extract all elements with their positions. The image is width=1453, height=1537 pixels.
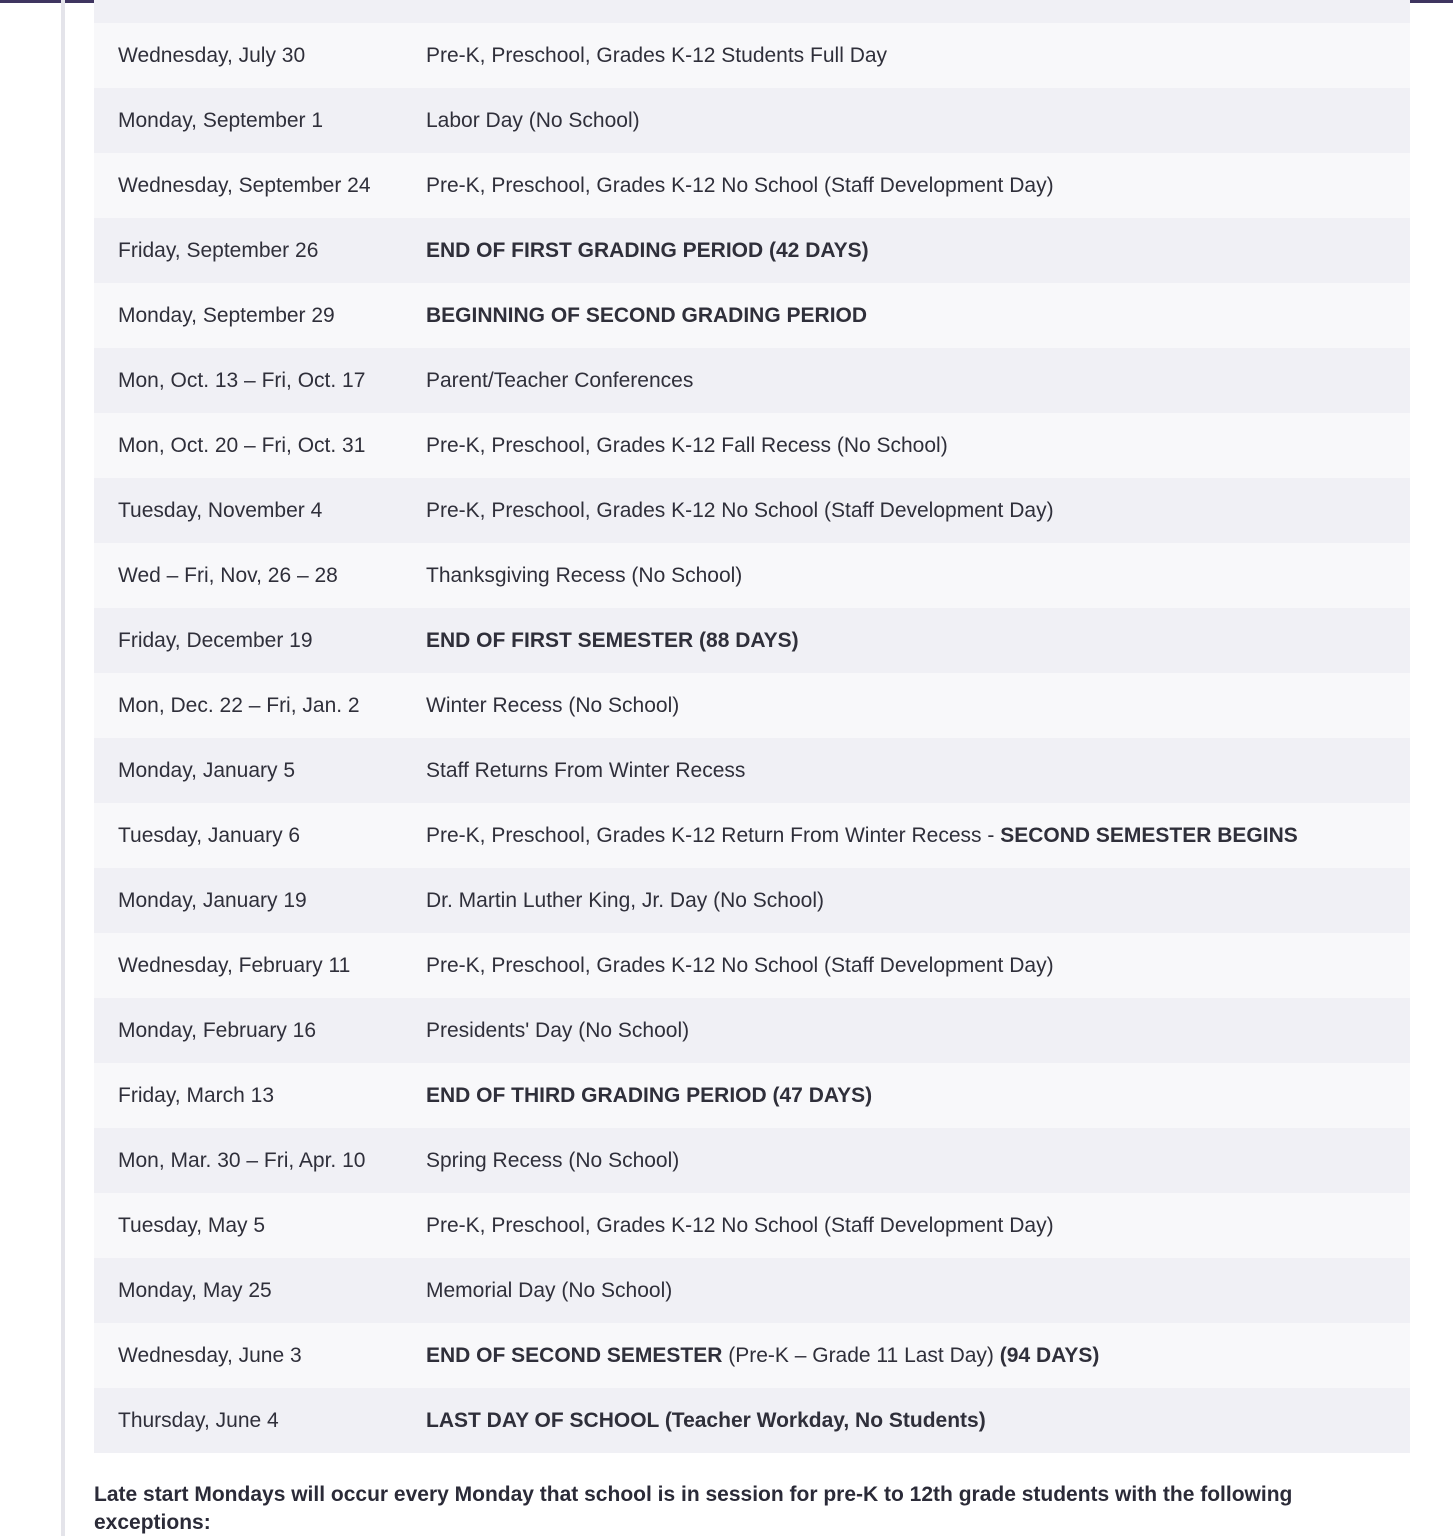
event-text: Winter Recess (No School) <box>426 693 680 717</box>
event-text: Pre-K, Preschool, Grades K-12 Fall Recess (No School) <box>426 433 948 457</box>
event-text: Spring Recess (No School) <box>426 1148 680 1172</box>
event-description <box>426 88 1410 153</box>
event-description <box>426 1193 1410 1258</box>
event-date: Monday, January 19 <box>94 868 426 933</box>
event-text: Pre-K, Preschool, Grades K-12 Students Full Day <box>426 43 888 67</box>
event-date: Tuesday, January 6 <box>94 803 426 868</box>
event-text: Staff Returns From Winter Recess <box>426 758 746 782</box>
event-date: Tuesday, May 5 <box>94 1193 426 1258</box>
event-date: Monday, February 16 <box>94 998 426 1063</box>
event-text-bold: (94 DAYS) <box>999 1343 1100 1367</box>
event-text: Labor Day (No School) <box>426 108 640 132</box>
event-description <box>426 608 1410 673</box>
event-text-bold: LAST DAY OF SCHOOL (Teacher Workday, No Students) <box>426 1408 986 1432</box>
event-description <box>426 738 1410 803</box>
event-date: Monday, May 25 <box>94 1258 426 1323</box>
table-row <box>94 933 1410 998</box>
event-date: Wednesday, February 11 <box>94 933 426 998</box>
event-text: Presidents' Day (No School) <box>426 1018 690 1042</box>
table-row <box>94 673 1410 738</box>
table-row <box>94 738 1410 803</box>
event-description <box>426 998 1410 1063</box>
event-text: Memorial Day (No School) <box>426 1278 673 1302</box>
event-description <box>426 153 1410 218</box>
table-row <box>94 413 1410 478</box>
table-row <box>94 153 1410 218</box>
event-date: Friday, September 26 <box>94 218 426 283</box>
event-description <box>426 1388 1410 1453</box>
event-text: Pre-K, Preschool, Grades K-12 No School (Staff Development Day) <box>426 498 1054 522</box>
event-date: Friday, December 19 <box>94 608 426 673</box>
table-row <box>94 803 1410 868</box>
event-date: Wednesday, September 24 <box>94 153 426 218</box>
event-description <box>426 1128 1410 1193</box>
event-text-bold: END OF THIRD GRADING PERIOD (47 DAYS) <box>426 1083 873 1107</box>
calendar-table <box>94 23 1410 1453</box>
event-description <box>426 348 1410 413</box>
calendar-table-body <box>94 23 1410 1453</box>
event-date: Mon, Dec. 22 – Fri, Jan. 2 <box>94 673 426 738</box>
event-text-bold: BEGINNING OF SECOND GRADING PERIOD <box>426 303 868 327</box>
table-row <box>94 1258 1410 1323</box>
event-date: Monday, January 5 <box>94 738 426 803</box>
event-text: Thanksgiving Recess (No School) <box>426 563 743 587</box>
table-row <box>94 868 1410 933</box>
event-text: Pre-K, Preschool, Grades K-12 No School (Staff Development Day) <box>426 953 1054 977</box>
table-row <box>94 543 1410 608</box>
table-row <box>94 478 1410 543</box>
event-description <box>426 673 1410 738</box>
event-text-bold: SECOND SEMESTER BEGINS <box>1000 823 1298 847</box>
event-description <box>426 1323 1410 1388</box>
event-text: Parent/Teacher Conferences <box>426 368 694 392</box>
event-description <box>426 413 1410 478</box>
calendar-content <box>94 0 1410 1537</box>
event-date: Wednesday, July 30 <box>94 23 426 88</box>
event-description <box>426 23 1410 88</box>
event-text: Pre-K, Preschool, Grades K-12 No School (Staff Development Day) <box>426 1213 1054 1237</box>
event-description <box>426 868 1410 933</box>
late-start-note: Late start Mondays will occur every Monday that school is in session for pre-K to 12th grade students with the following exceptions: <box>94 1483 1293 1534</box>
table-row <box>94 218 1410 283</box>
event-date: Mon, Mar. 30 – Fri, Apr. 10 <box>94 1128 426 1193</box>
event-description <box>426 933 1410 998</box>
table-row <box>94 23 1410 88</box>
event-text-bold: END OF SECOND SEMESTER <box>426 1343 723 1367</box>
event-description <box>426 478 1410 543</box>
table-row <box>94 1193 1410 1258</box>
table-row-partial <box>94 0 1410 23</box>
event-description <box>426 1063 1410 1128</box>
table-row <box>94 88 1410 153</box>
event-text: Dr. Martin Luther King, Jr. Day (No School) <box>426 888 824 912</box>
event-description <box>426 543 1410 608</box>
event-text-bold: END OF FIRST GRADING PERIOD (42 DAYS) <box>426 238 869 262</box>
event-date: Wednesday, June 3 <box>94 1323 426 1388</box>
table-row <box>94 1128 1410 1193</box>
table-row <box>94 1323 1410 1388</box>
left-border <box>61 0 65 1536</box>
table-row <box>94 283 1410 348</box>
event-text: (Pre-K – Grade 11 Last Day) <box>722 1343 1000 1367</box>
event-date: Mon, Oct. 20 – Fri, Oct. 31 <box>94 413 426 478</box>
event-date: Tuesday, November 4 <box>94 478 426 543</box>
event-date: Mon, Oct. 13 – Fri, Oct. 17 <box>94 348 426 413</box>
table-row <box>94 1063 1410 1128</box>
event-description <box>426 803 1410 868</box>
event-description <box>426 1258 1410 1323</box>
table-row <box>94 998 1410 1063</box>
event-text: Pre-K, Preschool, Grades K-12 Return From Winter Recess - <box>426 823 1001 847</box>
table-row <box>94 348 1410 413</box>
event-date: Thursday, June 4 <box>94 1388 426 1453</box>
event-date: Wed – Fri, Nov, 26 – 28 <box>94 543 426 608</box>
event-description <box>426 283 1410 348</box>
event-text-bold: END OF FIRST SEMESTER (88 DAYS) <box>426 628 799 652</box>
table-row <box>94 1388 1410 1453</box>
event-text: Pre-K, Preschool, Grades K-12 No School (Staff Development Day) <box>426 173 1054 197</box>
table-row <box>94 608 1410 673</box>
event-date: Monday, September 1 <box>94 88 426 153</box>
event-description <box>426 218 1410 283</box>
event-date: Monday, September 29 <box>94 283 426 348</box>
event-date: Friday, March 13 <box>94 1063 426 1128</box>
